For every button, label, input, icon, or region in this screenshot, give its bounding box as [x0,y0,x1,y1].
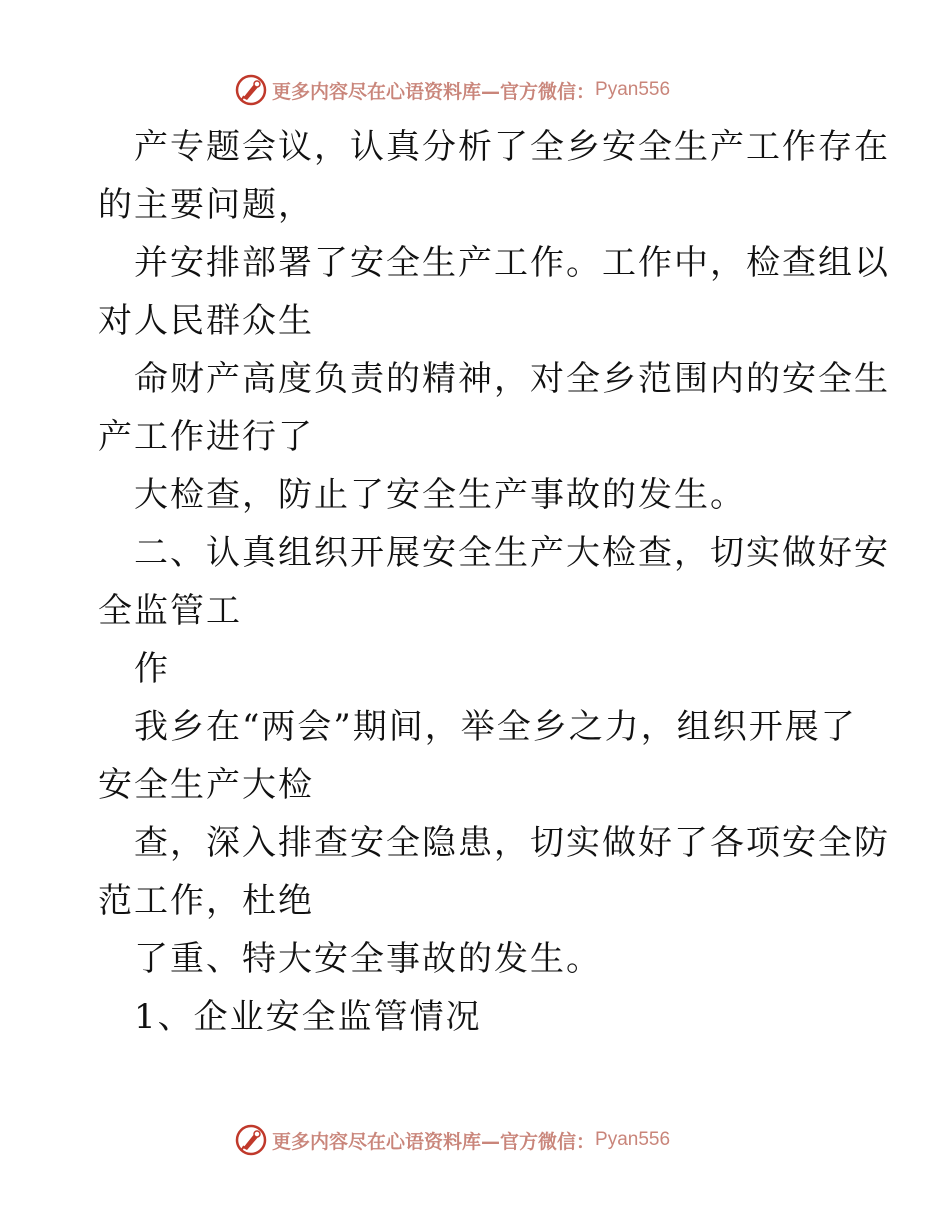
watermark-wechat-id: Pyan556 [595,79,671,100]
text-line: 了重、特大安全事故的发生。 [134,939,602,979]
watermark-wechat-id: Pyan556 [595,1129,671,1150]
text-line: 二、认真组织开展安全生产大检查，切实做好安 [134,533,890,573]
footer-watermark [234,1122,670,1158]
watermark-text: 更多内容尽在心语资料库—官方微信： [272,1130,596,1153]
text-line: 安全生产大检 [98,765,314,805]
text-line: 并安排部署了安全生产工作。工作中，检查组以 [134,243,890,283]
text-line: 对人民群众生 [98,301,314,341]
text-line: 1、企业安全监管情况 [134,997,482,1037]
quill-logo-icon [234,1123,268,1157]
text-line: 作 [134,649,170,689]
text-line: 命财产高度负责的精神，对全乡范围内的安全生 [134,359,890,399]
header-watermark [234,72,670,108]
quill-logo-icon [234,73,268,107]
text-line: 全监管工 [98,591,242,631]
text-line: 大检查，防止了安全生产事故的发生。 [134,475,746,515]
text-line: 我乡在“两会”期间，举全乡之力，组织开展了 [134,707,857,747]
text-line: 的主要问题， [98,185,314,225]
watermark-text: 更多内容尽在心语资料库—官方微信： [272,80,596,103]
text-line: 产专题会议，认真分析了全乡安全生产工作存在 [134,127,890,167]
text-line: 范工作，杜绝 [98,881,314,921]
text-line: 查，深入排查安全隐患，切实做好了各项安全防 [134,823,890,863]
text-line: 产工作进行了 [98,417,314,457]
